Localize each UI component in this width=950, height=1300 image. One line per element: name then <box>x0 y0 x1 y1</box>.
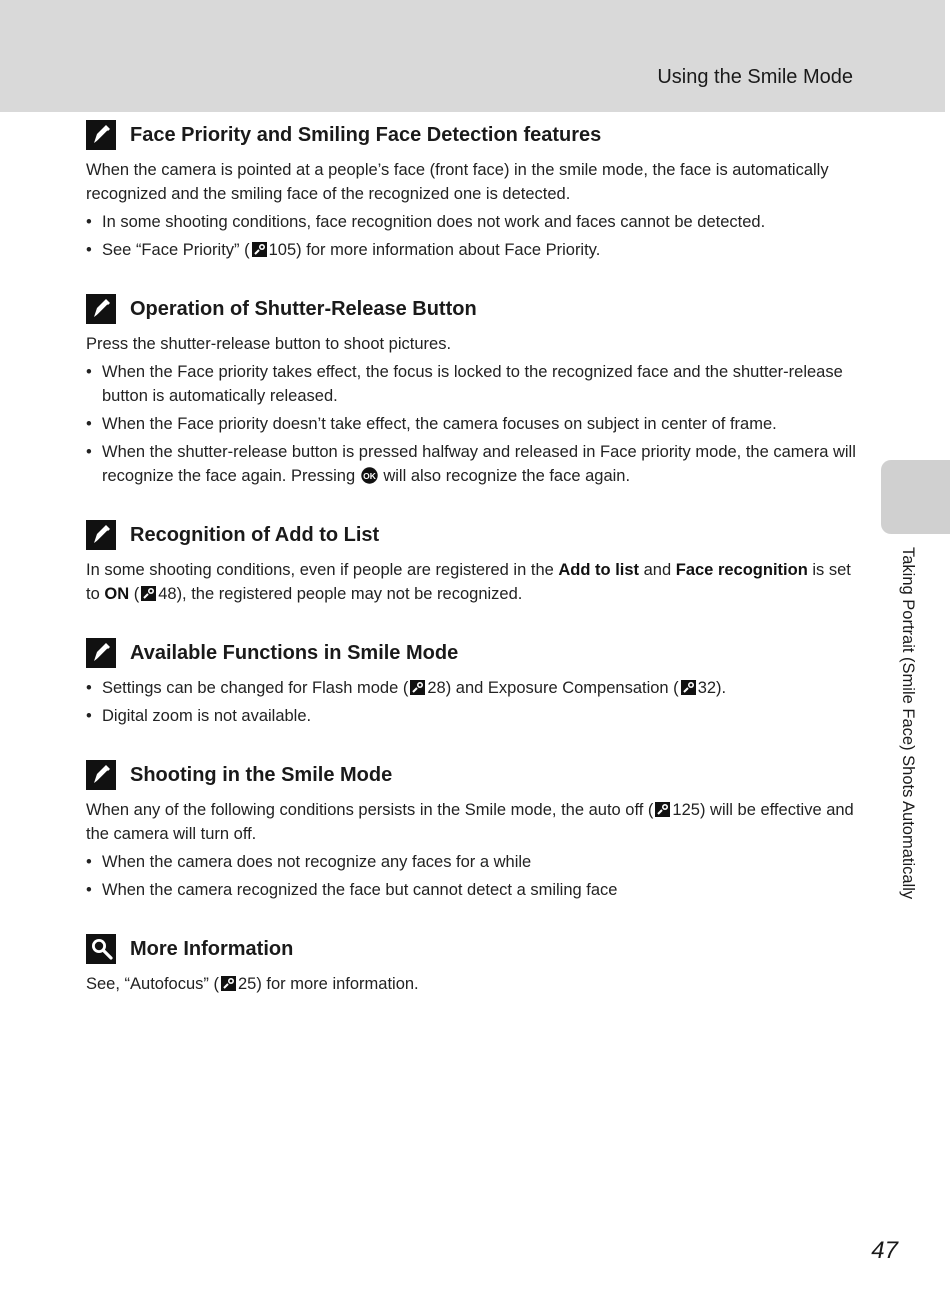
section-title: Shooting in the Smile Mode <box>130 763 393 786</box>
text-run: Settings can be changed for Flash mode ( <box>102 679 409 697</box>
text-run: ) will be effective and the camera will turn off. <box>86 801 854 843</box>
page-reference-icon <box>681 680 696 695</box>
list-item: • When the Face priority takes effect, the focus is locked to the recognized face and the shutter-release button is automatically released. <box>86 360 861 408</box>
pencil-note-icon <box>86 294 116 324</box>
section-intro <box>86 798 861 846</box>
section-add-to-list <box>86 518 861 606</box>
section-intro <box>86 972 861 996</box>
page-content <box>86 118 861 1026</box>
ok-button-icon <box>361 467 378 484</box>
section-more-information <box>86 932 861 996</box>
pencil-note-icon <box>86 760 116 790</box>
text-run: and <box>639 561 676 579</box>
section-heading <box>86 118 861 152</box>
text-run: See, “Autofocus” ( <box>86 975 219 993</box>
text-run: ) for more information. <box>256 975 419 993</box>
bullet-list <box>86 360 861 488</box>
text-run: will also recognize the face again. <box>383 467 631 485</box>
page-reference-icon <box>221 976 236 991</box>
section-heading <box>86 636 861 670</box>
list-item: • In some shooting conditions, face recognition does not work and faces cannot be detected. <box>86 210 861 234</box>
list-item: • When the camera does not recognize any faces for a while <box>86 850 861 874</box>
pencil-note-icon <box>86 520 116 550</box>
section-title: Recognition of Add to List <box>130 523 380 546</box>
bullet-list <box>86 210 861 262</box>
text-run: ( <box>129 585 140 603</box>
section-title: More Information <box>130 937 294 960</box>
header-band <box>0 0 945 112</box>
page-ref-number: 48 <box>158 585 177 603</box>
page-ref-number: 125 <box>672 801 700 819</box>
text-run: When the shutter-release button is pressed halfway and released in Face priority mode, the camera will recognize the face again. Pressing <box>102 443 856 485</box>
list-item <box>86 676 861 700</box>
page-ref-number: 25 <box>237 975 257 993</box>
bullet-list <box>86 850 861 902</box>
section-heading <box>86 292 861 326</box>
page-reference-icon <box>252 242 267 257</box>
text-run: ), the registered people may not be recognized. <box>176 585 523 603</box>
pencil-note-icon <box>86 120 116 150</box>
text-run: ) and Exposure Compensation ( <box>445 679 679 697</box>
magnifier-info-icon <box>86 934 116 964</box>
list-item: • Digital zoom is not available. <box>86 704 861 728</box>
chapter-side-label <box>898 547 918 937</box>
bullet-list <box>86 676 861 728</box>
text-run: When any of the following conditions persists in the Smile mode, the auto off ( <box>86 801 654 819</box>
section-shooting-smile-mode <box>86 758 861 902</box>
section-intro: When the camera is pointed at a people’s face (front face) in the smile mode, the face is automatically recognized and the smiling face of the recognized one is detected. <box>86 161 829 203</box>
section-available-functions <box>86 636 861 728</box>
page-number: 47 <box>871 1237 898 1264</box>
pencil-note-icon <box>86 638 116 668</box>
page-header-title: Using the Smile Mode <box>657 66 853 88</box>
section-intro <box>86 558 861 606</box>
page-ref-number: 32 <box>697 679 717 697</box>
section-shutter-release <box>86 292 861 488</box>
section-title: Face Priority and Smiling Face Detection features <box>130 123 602 146</box>
text-run: ). <box>716 679 727 697</box>
setting-value-on: ON <box>104 585 130 603</box>
page-reference-icon <box>410 680 425 695</box>
chapter-side-text: Taking Portrait (Smile Face) Shots Automatically <box>899 547 917 900</box>
svg-text:OK: OK <box>362 471 376 481</box>
text-run: is set to <box>86 561 851 603</box>
section-heading <box>86 518 861 552</box>
section-face-priority <box>86 118 861 262</box>
list-item: • When the camera recognized the face but cannot detect a smiling face <box>86 878 861 902</box>
text-run: See “Face Priority” ( <box>102 241 250 259</box>
page-ref-number: 28 <box>427 679 446 697</box>
section-title: Available Functions in Smile Mode <box>130 641 459 664</box>
section-intro: Press the shutter-release button to shoot pictures. <box>86 335 452 353</box>
page-reference-icon <box>655 802 670 817</box>
list-item <box>86 238 861 262</box>
text-run: In some shooting conditions, even if people are registered in the <box>86 561 559 579</box>
list-item: • When the Face priority doesn’t take effect, the camera focuses on subject in center of frame. <box>86 412 861 436</box>
page-reference-icon <box>141 586 156 601</box>
page-ref-number: 105 <box>268 241 297 259</box>
section-title: Operation of Shutter-Release Button <box>130 297 477 320</box>
menu-term-face-recognition: Face recognition <box>675 561 808 579</box>
menu-term-add-to-list: Add to list <box>558 561 640 579</box>
section-heading <box>86 932 861 966</box>
chapter-tab <box>881 460 950 534</box>
list-item <box>86 440 861 488</box>
section-heading <box>86 758 861 792</box>
text-run: ) for more information about Face Priority. <box>296 241 601 259</box>
